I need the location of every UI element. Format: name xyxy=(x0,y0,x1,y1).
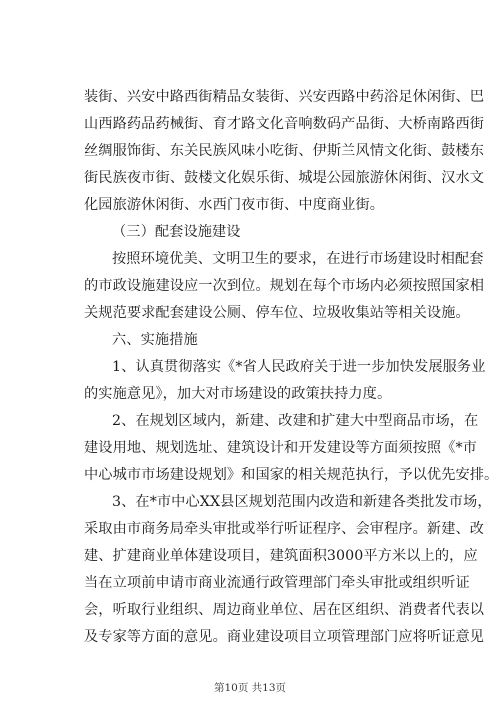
paragraph-line: 1、认真贯彻落实《*省人民政府关于进一步加快发展服务业 xyxy=(112,359,486,375)
paragraph-line: 当在立项前申请市商业流通行政管理部门牵头审批或组织听证 xyxy=(84,575,470,591)
paragraph-line: 按照环境优美、文明卫生的要求，在进行市场建设时相配套 xyxy=(112,251,484,267)
section-heading: 六、实施措施 xyxy=(112,332,198,348)
paragraph-line: 采取由市商务局牵头审批或举行听证程序、会审程序。新建、改 xyxy=(84,521,485,537)
paragraph-line: 的实施意见》，加大对市场建设的政策扶持力度。 xyxy=(84,386,392,402)
paragraph-line: 丝绸服饰街、东关民族风味小吃街、伊斯兰风情文化街、鼓楼东 xyxy=(84,143,485,159)
paragraph-line: 中心城市市场建设规划》和国家的相关规范执行，予以优先安排。 xyxy=(84,467,499,483)
paragraph-line: 3、在*市中心XX县区规划范围内改造和新建各类批发市场， xyxy=(112,494,492,510)
paragraph-line: 2、在规划区域内，新建、改建和扩建大中型商品市场，在 xyxy=(112,413,479,429)
paragraph-line: 建、扩建商业单体建设项目，建筑面积3000平方米以上的，应 xyxy=(84,548,478,564)
section-heading: （三）配套设施建设 xyxy=(112,224,241,240)
page-footer: 第10页 共13页 xyxy=(213,682,287,694)
paragraph-line: 装街、兴安中路西街精品女装街、兴安西路中药浴足休闲街、巴 xyxy=(84,89,485,105)
paragraph-line: 及专家等方面的意见。商业建设项目立项管理部门应将听证意见 xyxy=(84,629,485,645)
paragraph-line: 街民族夜市街、鼓楼文化娱乐街、城堤公园旅游休闲街、汉水文 xyxy=(84,170,485,186)
paragraph-line: 的市政设施建设应一次到位。规划在每个市场内必须按照国家相 xyxy=(84,278,485,294)
paragraph-line: 会，听取行业组织、周边商业单位、居在区组织、消费者代表以 xyxy=(84,602,485,618)
paragraph-line: 建设用地、规划选址、建筑设计和开发建设等方面须按照《*市 xyxy=(84,440,477,456)
paragraph-line: 关规范要求配套建设公厕、停车位、垃圾收集站等相关设施。 xyxy=(84,305,470,321)
paragraph-line: 山西路药品药械街、育才路文化音响数码产品街、大桥南路西街 xyxy=(84,116,485,132)
paragraph-line: 化园旅游休闲街、水西门夜市街、中度商业街。 xyxy=(84,197,385,213)
body-text xyxy=(84,84,499,651)
